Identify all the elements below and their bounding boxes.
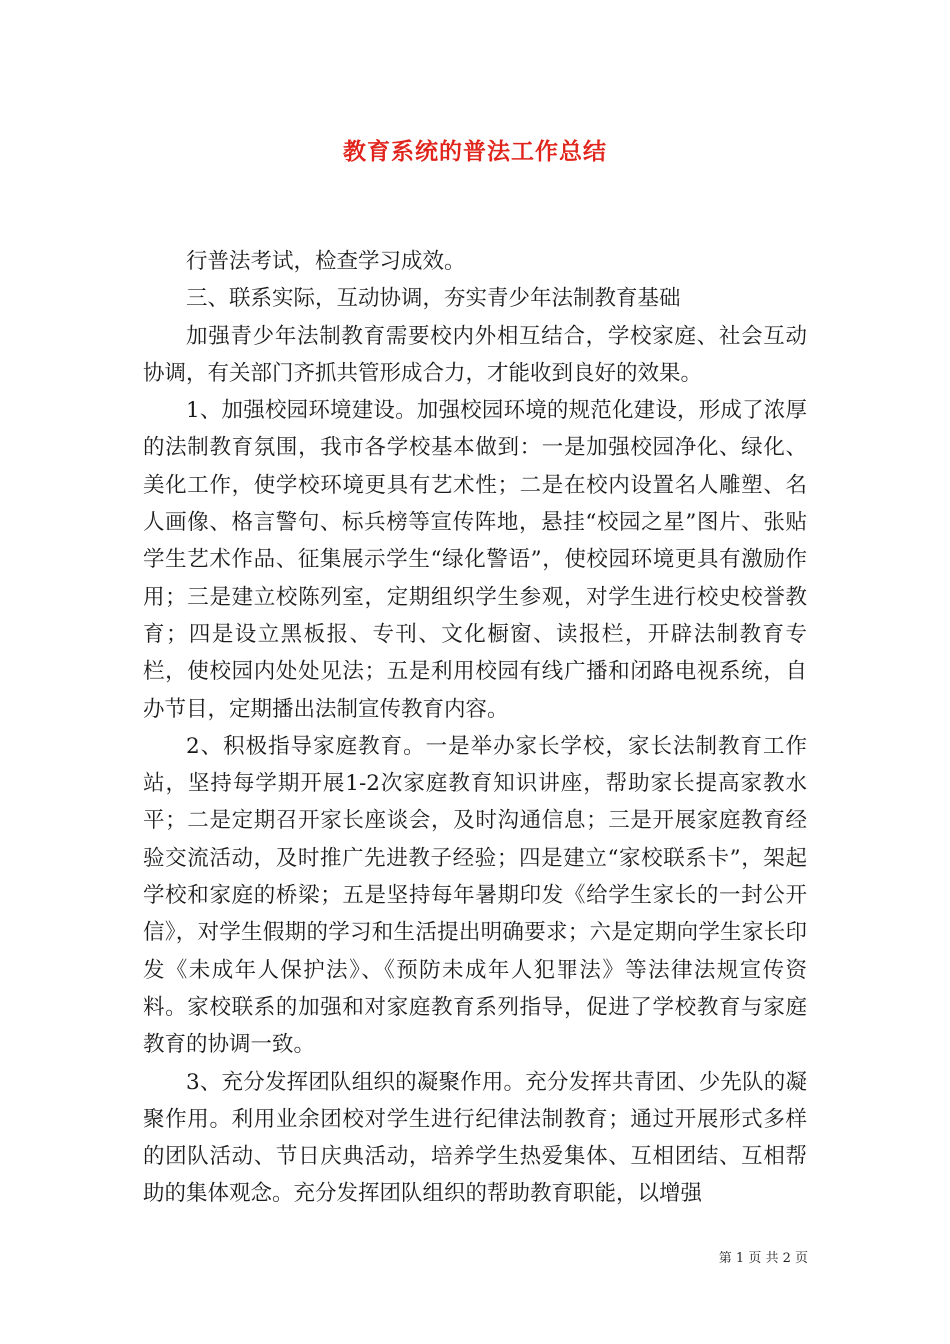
document-title: 教育系统的普法工作总结: [343, 138, 607, 165]
paragraph-family-education: 2、积极指导家庭教育。一是举办家长学校，家长法制教育工作站，坚持每学期开展1-2次家庭教育知识讲座，帮助家长提高家教水平；二是定期召开家长座谈会，及时沟通信息；三是开展家庭教育经验交流活动，及时推广先进教子经验；四是建立“家校联系卡”，架起学校和家庭的桥梁；五是坚持每年暑期印发《给学生家长的一封公开信》，对学生假期的学习和生活提出明确要求；六是定期向学生家长印发《未成年人保护法》、《预防未成年人犯罪法》等法律法规宣传资料。家校联系的加强和对家庭教育系列指导，促进了学校教育与家庭教育的协调一致。: [143, 733, 807, 1058]
section-heading: 三、联系实际，互动协调，夯实青少年法制教育基础: [186, 286, 681, 312]
paragraph-continuation: 行普法考试，检查学习成效。: [186, 249, 466, 274]
document-body: [143, 243, 807, 1213]
paragraph-campus-environment: 1、加强校园环境建设。加强校园环境的规范化建设，形成了浓厚的法制教育氛围，我市各学校基本做到：一是加强校园净化、绿化、美化工作，使学校环境更具有艺术性；二是在校内设置名人雕塑、名人画像、格言警句、标兵榜等宣传阵地，悬挂“校园之星”图片、张贴学生艺术作品、征集展示学生“绿化警语”，使校园环境更具有激励作用；三是建立校陈列室，定期组织学生参观，对学生进行校史校誉教育；四是设立黑板报、专刊、文化橱窗、读报栏，开辟法制教育专栏，使校园内处处见法；五是利用校园有线广播和闭路电视系统，自办节目，定期播出法制宣传教育内容。: [143, 398, 807, 722]
paragraph-team-organization: 3、充分发挥团队组织的凝聚作用。充分发挥共青团、少先队的凝聚作用。利用业余团校对学生进行纪律法制教育；通过开展形式多样的团队活动、节日庆典活动，培养学生热爱集体、互相团结、互相帮助的集体观念。充分发挥团队组织的帮助教育职能，以增强: [143, 1069, 807, 1207]
page-number-footer: 第 1 页 共 2 页: [718, 1251, 808, 1266]
paragraph-intro: 加强青少年法制教育需要校内外相互结合，学校家庭、社会互动协调，有关部门齐抓共管形成合力，才能收到良好的效果。: [143, 323, 807, 386]
